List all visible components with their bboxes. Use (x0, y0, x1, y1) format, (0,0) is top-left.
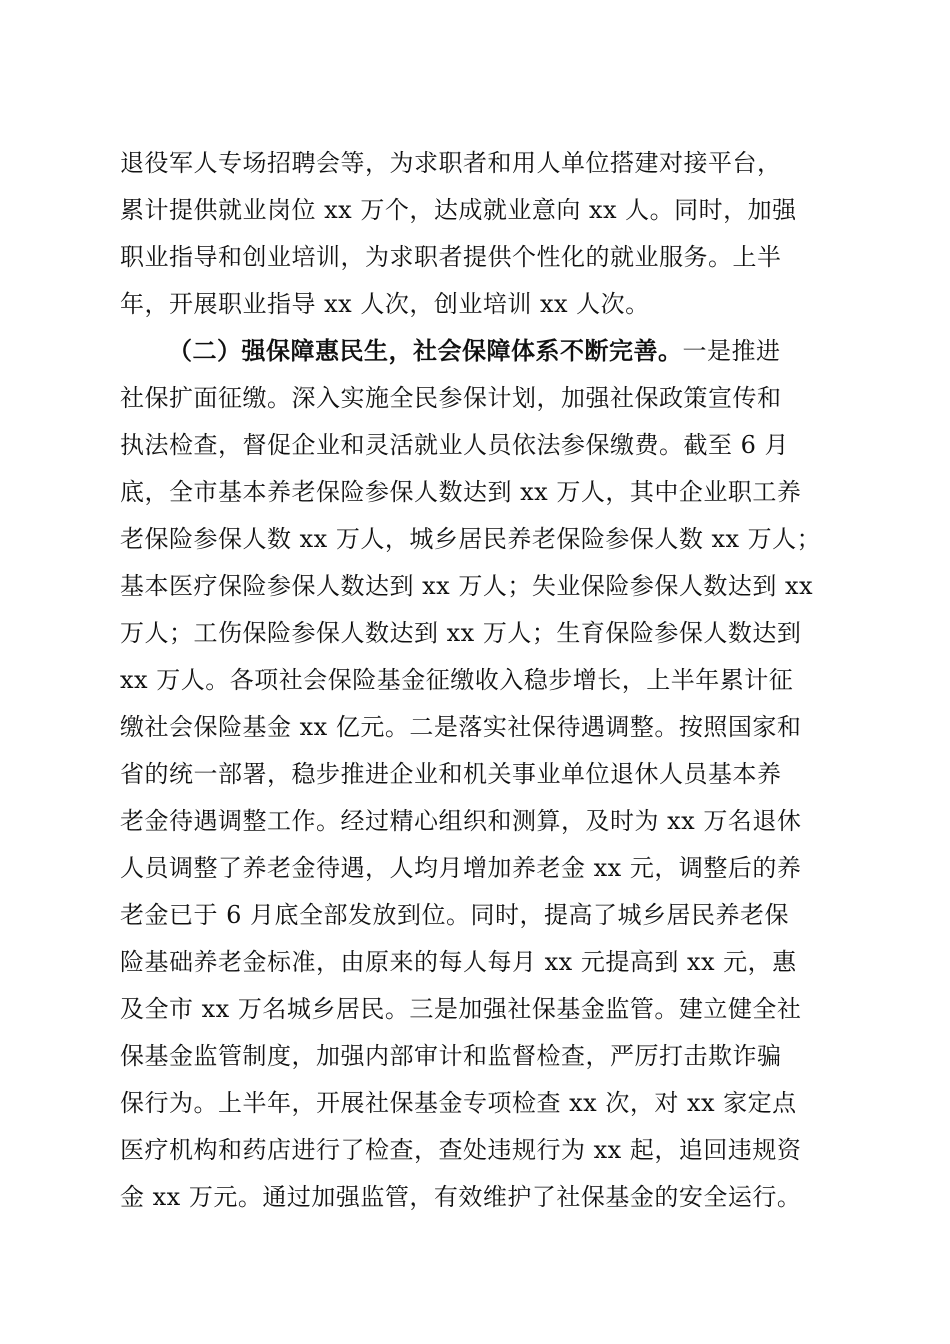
paragraph-line: 社保扩面征缴。深入实施全民参保计划，加强社保政策宣传和 (120, 384, 782, 412)
paragraph-line: 医疗机构和药店进行了检查，查处违规行为 xx 起，追回违规资 (120, 1136, 802, 1164)
section-first-line (168, 336, 840, 366)
paragraph-line: 老金待遇调整工作。经过精心组织和测算，及时为 xx 万名退休 (120, 807, 802, 835)
paragraph-line: 年，开展职业指导 xx 人次，创业培训 xx 人次。 (120, 290, 650, 318)
paragraph-line: 险基础养老金标准，由原来的每人每月 xx 元提高到 xx 元，惠 (120, 948, 797, 976)
paragraph-line: 老金已于 6 月底全部发放到位。同时，提高了城乡居民养老保 (120, 901, 790, 929)
paragraph-line: 累计提供就业岗位 xx 万个，达成就业意向 xx 人。同时，加强 (120, 196, 797, 224)
paragraph-line: 退役军人专场招聘会等，为求职者和用人单位搭建对接平台， (120, 149, 782, 177)
paragraph-line: 及全市 xx 万名城乡居民。三是加强社保基金监管。建立健全社 (120, 995, 802, 1023)
section-first-line-rest: 一是推进 (682, 337, 781, 365)
paragraph-line: 基本医疗保险参保人数达到 xx 万人；失业保险参保人数达到 xx (120, 572, 814, 600)
paragraph-line: 缴社会保险基金 xx 亿元。二是落实社保待遇调整。按照国家和 (120, 713, 802, 741)
paragraph-line: xx 万人。各项社会保险基金征缴收入稳步增长，上半年累计征 (120, 666, 794, 694)
paragraph-line: 保基金监管制度，加强内部审计和监督检查，严厉打击欺诈骗 (120, 1042, 782, 1070)
paragraph-line: 省的统一部署，稳步推进企业和机关事业单位退休人员基本养 (120, 760, 782, 788)
paragraph-line: 保行为。上半年，开展社保基金专项检查 xx 次，对 xx 家定点 (120, 1089, 797, 1117)
paragraph-line: 万人；工伤保险参保人数达到 xx 万人；生育保险参保人数达到 (120, 619, 802, 647)
paragraph-line: 执法检查，督促企业和灵活就业人员依法参保缴费。截至 6 月 (120, 431, 790, 459)
paragraph-line: 老保险参保人数 xx 万人，城乡居民养老保险参保人数 xx 万人； (120, 525, 822, 553)
paragraph-line: 职业指导和创业培训，为求职者提供个性化的就业服务。上半 (120, 243, 782, 271)
section-heading: （二）强保障惠民生，社会保障体系不断完善。 (168, 336, 683, 365)
paragraph-line: 人员调整了养老金待遇，人均月增加养老金 xx 元，调整后的养 (120, 854, 802, 882)
paragraph-line: 底，全市基本养老保险参保人数达到 xx 万人，其中企业职工养 (120, 478, 802, 506)
paragraph-line: 金 xx 万元。通过加强监管，有效维护了社保基金的安全运行。 (120, 1183, 802, 1211)
